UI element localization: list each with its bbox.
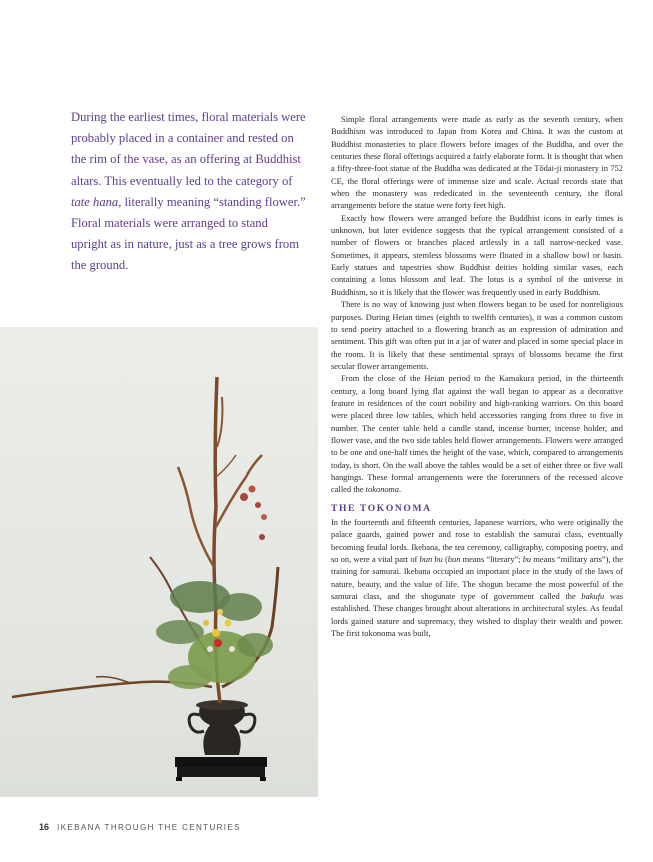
ikebana-photo [0,327,318,797]
body-text-column [331,113,623,639]
bronze-vase [199,707,245,755]
yellow-flower [212,629,220,637]
page-number: 16 [39,822,50,832]
pull-quote-text: During the earliest times, floral materials were probably placed in a container and rested on the rim of the vase, as an offering at Buddhist altars. This eventually led to the category of [71,110,306,188]
stand-top [175,757,267,767]
running-title: IKEBANA THROUGH THE CENTURIES [57,823,241,832]
paragraph: In the fourteenth and fifteenth centuries, Japanese warriors, who were originally the palace guards, gained power and rose to establish the samurai class, eventually becoming feudal lords. Ikebana, the tea ceremony, calligraphy, composing poetry, and so on, were a vital part of bun bu (bun means “literary”; bu means “military arts”), the training for samurai. Ikebana occupied an important place in the study of the laws of nature, beauty, and the value of life. The shogun became the most powerful of the samurai class, and the shogunate type of government called the bakufu was established. These changes brought about alterations in architectural styles. As feudal lords gained stature and supremacy, they wished to display their wealth and power. The first tokonoma was built, [331,517,623,639]
stand-base [177,767,265,777]
pull-quote-term: tate hana [71,194,119,209]
italic-term: tokonoma [365,484,399,495]
paragraph: Simple floral arrangements were made as early as the seventh century, when Buddhism was introduced to Japan from Korea and China. It was the custom at Buddhist monasteries to place flowers before images of the Buddha, and over the centuries these floral offerings acquired a fairly elaborate form. It is thought that when a fifty-three-foot statue of the Buddha was dedicated at the Tōdai-ji monastery in 752 CE, the floral offerings were of immense size and scale. Actual records state that when the monastery was rededicated in the seventeenth century, the floral arrangements before the statue were forty feet high. [331,114,623,211]
page-footer [39,822,241,832]
paragraph: Exactly how flowers were arranged before the Buddhist icons in early times is unknown, but later evidence suggests that the typical arrangement consisted of a number of flowers or branches placed artlessly in a tall narrow-necked vase. Sometimes, it appears, stemless blossoms were floated in a shallow bowl or basin. Early statues and tapestries show Buddhist deities holding similar vases, each containing a lotus blossom and leaf. The lotus is a symbol of the universe in Buddhism, so it is likely that the flower was frequently used in early Buddhism. [331,212,623,297]
ikebana-arrangement-illustration [0,327,318,797]
pull-quote-text-end: , literally meaning “standing flower.” Floral materials were arranged to stand upright as in nature, just as a tree grows from the ground. [71,194,306,273]
section-heading: THE TOKONOMA [331,502,432,514]
pull-quote [71,107,307,277]
paragraph: From the close of the Heian period to the Kamakura period, in the thirteenth century, a long board lying flat against the wall began to appear as a decorative feature in residences of the court nobility and high-ranking warriors. On this board were placed three low tables, which held accessories ranging from three to five in number. The center table held a candle stand, incense burner, incense holder, and flower vase, and the two side tables held flower arrangements. Flowers were arranged to be one and one-half times the height of the vase, which, compared to arrangements today, is short. On the wall above the tables would be a set of either three or five wall hangings. These formal arrangements were the forerunners of the recessed alcove called the tokonoma. [331,373,623,495]
paragraph: There is no way of knowing just when flowers began to be used for nonreligious purposes. During Heian times (eighth to twelfth centuries), it was a common custom to send poetry attached to a flowering branch as an expression of admiration and sentiment. This gift was often put in a jar of water and placed in some special place in the room. It is likely that these sentimental sprays of blossoms became the first secular flower arrangements. [331,299,623,371]
red-flower [214,639,222,647]
